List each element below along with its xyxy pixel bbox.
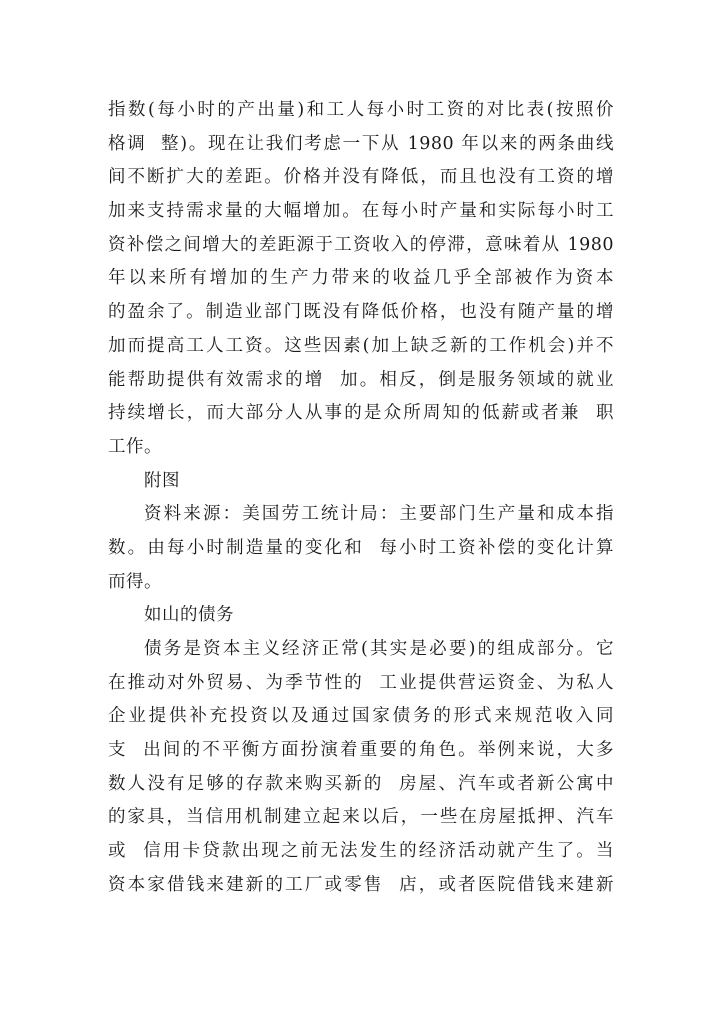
text-line: 而得。 — [108, 571, 162, 592]
text-line: 在推动对外贸易、为季节性的 工业提供营运资金、为私人 — [108, 672, 614, 693]
text-line: 的盈余了。制造业部门既没有降低价格，也没有随产量的增 — [108, 302, 614, 323]
text-line: 资料来源：美国劳工统计局：主要部门生产量和成本指 — [144, 504, 614, 525]
text-line: 工作。 — [108, 436, 162, 457]
text-line: 加而提高工人工资。这些因素(加上缺乏新的工作机会)并不 — [108, 335, 614, 356]
text-line: 资补偿之间增大的差距源于工资收入的停滞，意味着从 1980 — [108, 234, 614, 255]
body-text — [108, 94, 614, 903]
text-line: 支 出间的不平衡方面扮演着重要的角色。举例来说，大多 — [108, 740, 614, 761]
text-line: 年以来所有增加的生产力带来的收益几乎全部被作为资本 — [108, 268, 614, 289]
text-line: 格调 整)。现在让我们考虑一下从 1980 年以来的两条曲线 — [108, 133, 614, 154]
text-line: 企业提供补充投资以及通过国家债务的形式来规范收入同 — [108, 706, 614, 727]
text-line: 持续增长，而大部分人从事的是众所周知的低薪或者兼 职 — [108, 403, 614, 424]
text-line: 或 信用卡贷款出现之前无法发生的经济活动就产生了。当 — [108, 841, 614, 862]
text-line: 资本家借钱来建新的工厂或零售 店，或者医院借钱来建新 — [108, 874, 614, 895]
text-line: 指数(每小时的产出量)和工人每小时工资的对比表(按照价 — [108, 100, 614, 120]
text-line: 债务是资本主义经济正常(其实是必要)的组成部分。它 — [144, 639, 614, 659]
text-line: 数。由每小时制造量的变化和 每小时工资补偿的变化计算 — [108, 537, 614, 558]
text-line: 数人没有足够的存款来购买新的 房屋、汽车或者新公寓中 — [108, 773, 614, 794]
text-line: 的家具，当信用机制建立起来以后，一些在房屋抵押、汽车 — [108, 807, 614, 828]
text-line: 加来支持需求量的大幅增加。在每小时产量和实际每小时工 — [108, 201, 614, 222]
text-line: 能帮助提供有效需求的增 加。相反，倒是服务领域的就业 — [108, 369, 614, 390]
section-heading: 如山的债务 — [144, 605, 234, 626]
text-line: 间不断扩大的差距。价格并没有降低，而且也没有工资的增 — [108, 167, 614, 188]
figure-caption: 附图 — [144, 470, 180, 491]
